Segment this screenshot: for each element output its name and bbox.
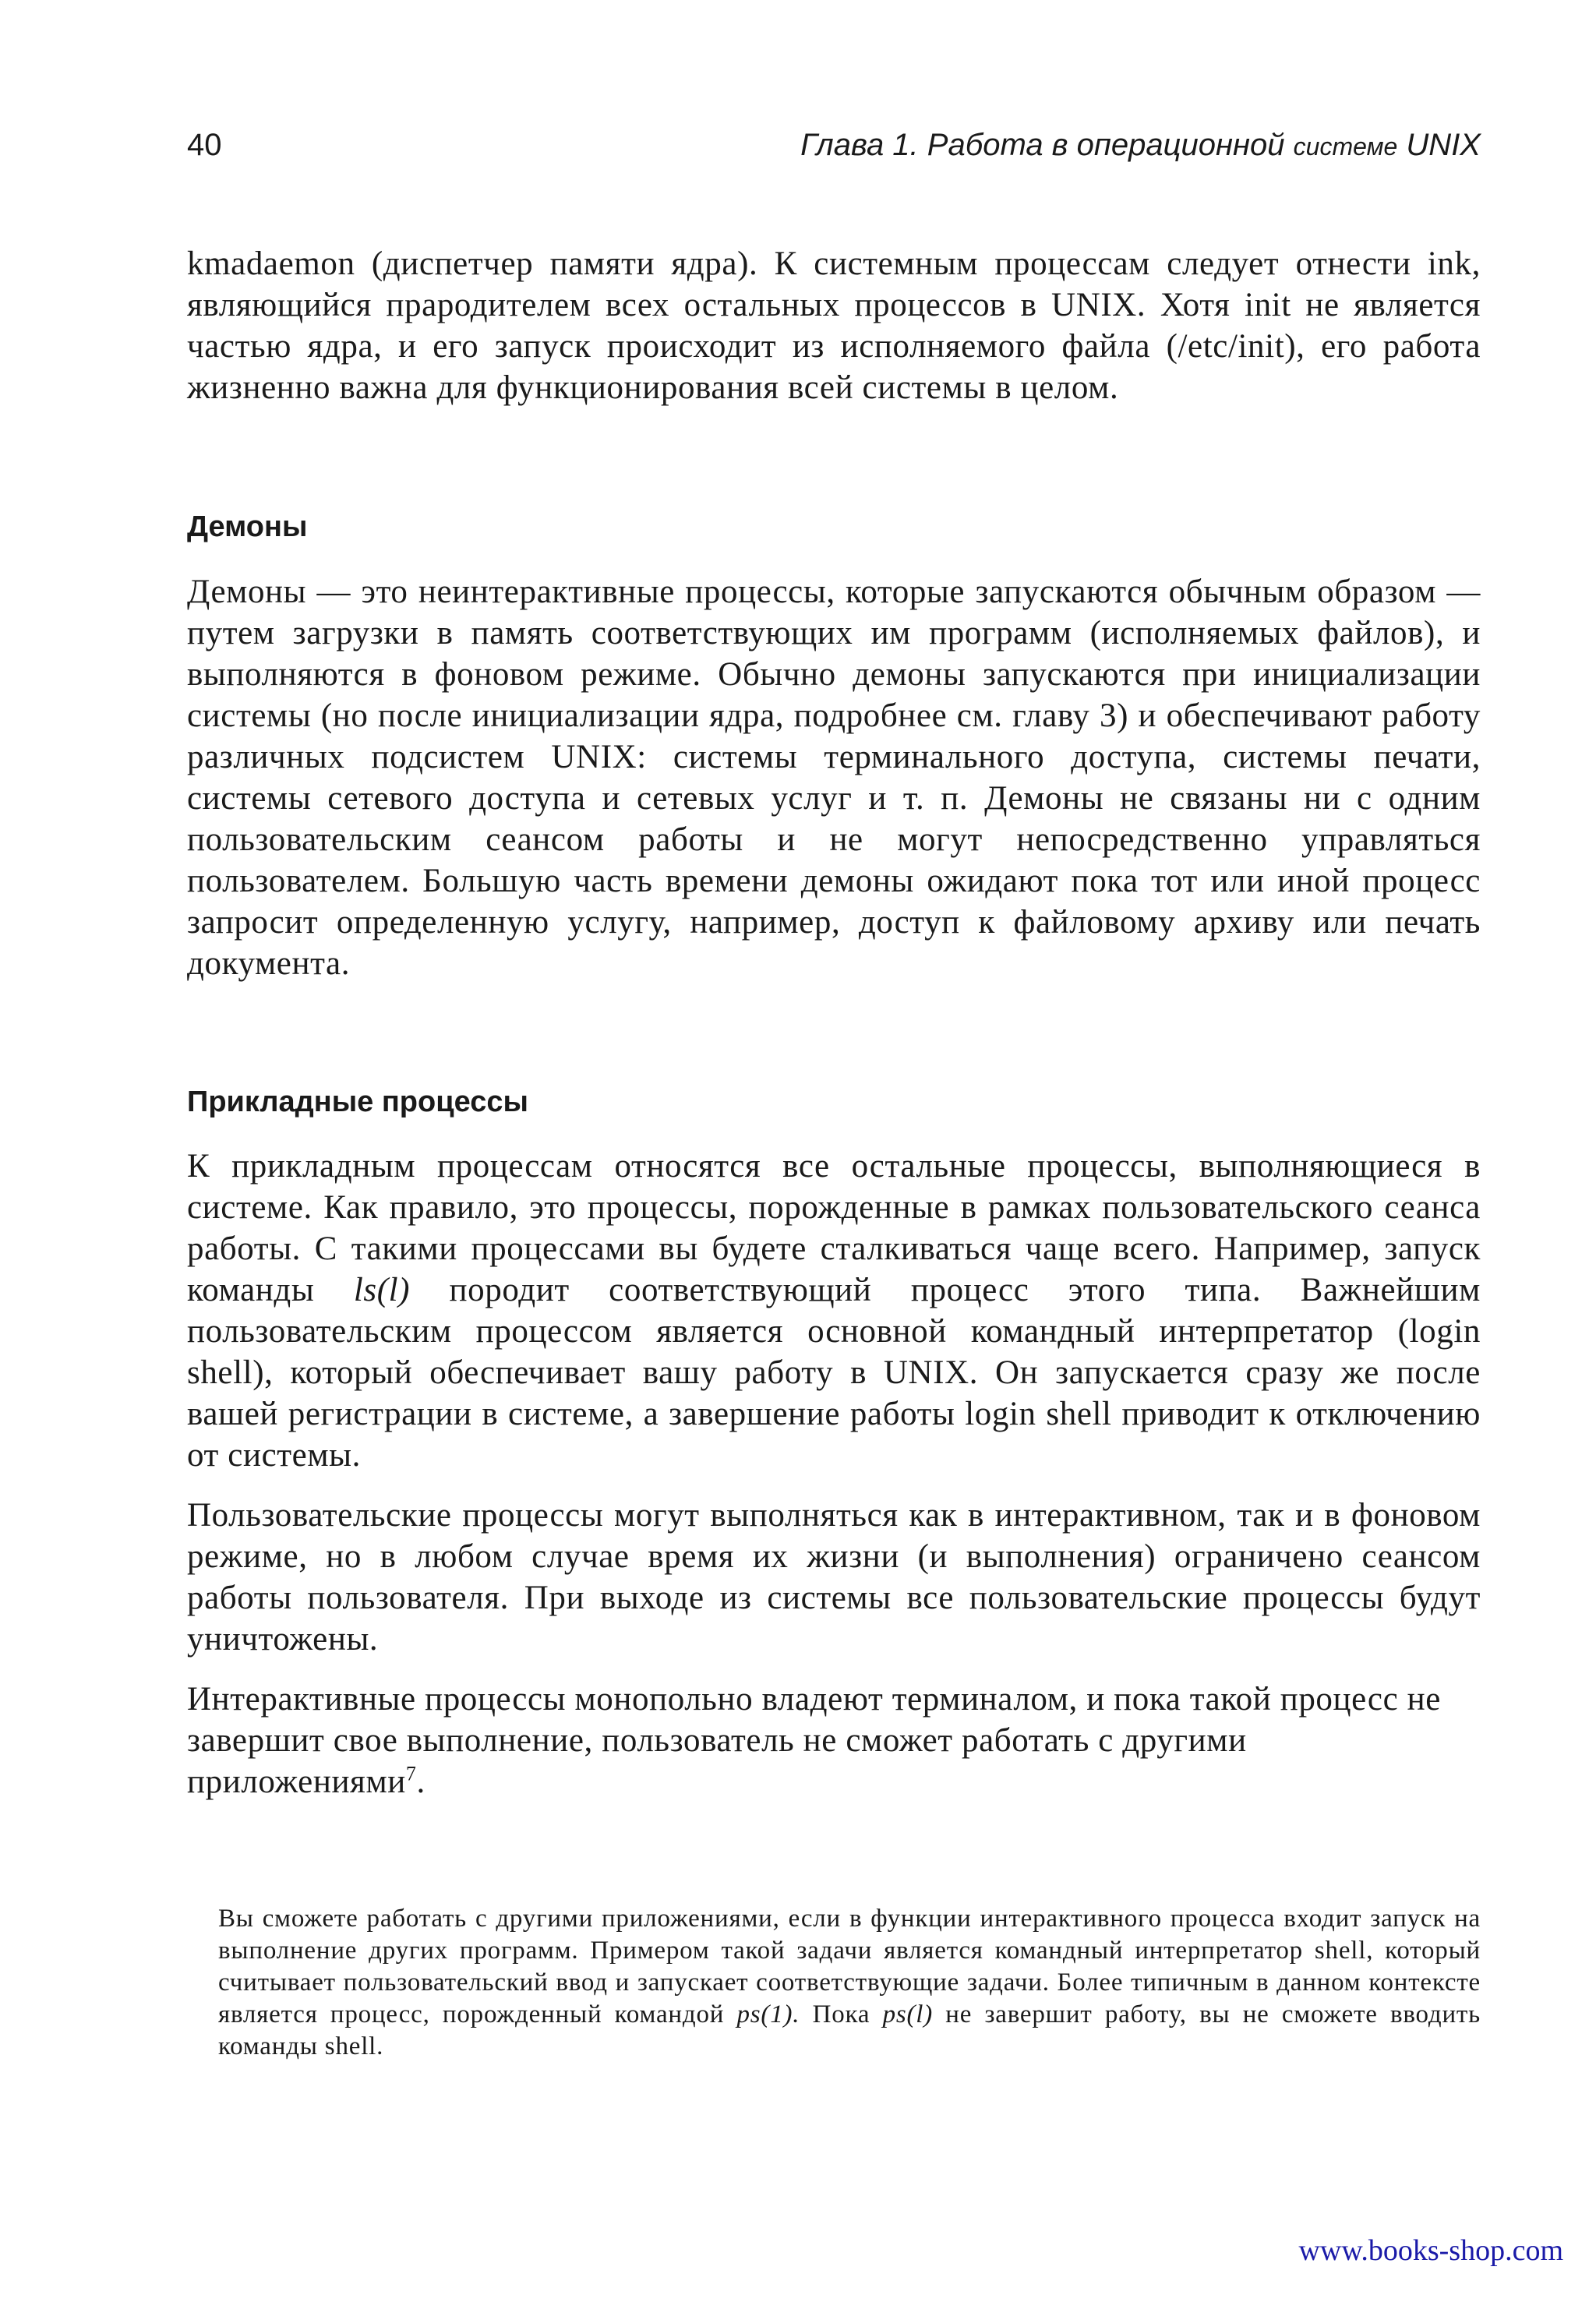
footnote-before: Вы сможете работать с другими приложениями, если в функции интерактивного процесса входит запуск на выполнение других программ. Примером такой задачи является командный интерпретатор shell, который считывает пользовательский ввод и запускает соответствующие задачи. Более типичным в данном контексте является процесс, порожденный командой (218, 1905, 1481, 2028)
page-number: 40 (187, 128, 222, 162)
footnote-ps-command-2: ps(l) (882, 2000, 934, 2028)
running-head (800, 128, 1481, 163)
ls-command: ls(l) (353, 1272, 411, 1308)
running-head-small: системе (1293, 132, 1398, 161)
daemons-heading: Демоны (187, 510, 308, 543)
footnote-middle: Пока (800, 2000, 883, 2028)
applied-heading: Прикладные процессы (187, 1086, 528, 1118)
applied-p1-after: породит соответствующий процесс этого типа. Важнейшим пользовательским процессом является основной командный интерпретатор (login shell), который обеспечивает вашу работу в UNIX. Он запускается сразу же после вашей регистрации в системе, а завершение работы login shell приводит к отключению от системы. (187, 1272, 1481, 1474)
footnote-ps-command-1: ps(1). (736, 2000, 800, 2028)
applied-p1-before: К прикладным процессам относятся все остальные процессы, выполняющиеся в системе. Как правило, это процессы, порожденные в рамках пользовательского сеанса работы. С такими процессами вы будете сталкиваться чаще всего. Например, запуск команды (187, 1148, 1481, 1308)
footnote-after: не завершит работу, вы не сможете вводить команды shell. (218, 2000, 1481, 2060)
daemons-paragraph: Демоны — это неинтерактивные процессы, которые запускаются обычным образом — путем загрузки в память соответствующих им программ (исполняемых файлов), и выполняются в фоновом режиме. Обычно демоны запускаются при инициализации системы (но после инициализации ядра, подробнее см. главу 3) и обеспечивают работу различных подсистем UNIX: системы терминального доступа, системы печати, системы сетевого доступа и сетевых услуг и т. п. Демоны не связаны ни с одним пользовательским сеансом работы и не могут непосредственно управляться пользователем. Большую часть времени демоны ожидают пока тот или иной процесс запросит определенную услугу, например, доступ к файловому архиву или печать документа. (187, 574, 1481, 982)
footnote-mark: 7 (405, 1762, 417, 1785)
applied-paragraph-3 (187, 1679, 1481, 1802)
running-head-prefix: Глава 1. Работа в операционной (800, 128, 1285, 162)
footnote-text (218, 1903, 1481, 2063)
books-shop-link[interactable]: www.books-shop.com (1298, 2234, 1563, 2267)
applied-p3-end: . (416, 1764, 425, 1800)
running-head-suffix: UNIX (1406, 128, 1481, 162)
intro-paragraph: kmadaemon (диспетчер памяти ядра). К системным процессам следует отнести ink, являющийся прародителем всех остальных процессов в UNIX. Хотя init не является частью ядра, и его запуск происходит из исполняемого файла (/etc/init), его работа жизненно важна для функционирования всей системы в целом. (187, 245, 1481, 406)
applied-paragraph-2: Пользовательские процессы могут выполняться как в интерактивном, так и в фоновом режиме, но в любом случае время их жизни (и выполнения) ограничено сеансом работы пользователя. При выходе из системы все пользовательские процессы будут уничтожены. (187, 1497, 1481, 1658)
page-header (187, 128, 1481, 175)
applied-paragraph-1 (187, 1146, 1481, 1476)
applied-p3-text: Интерактивные процессы монопольно владеют терминалом, и пока такой процесс не завершит свое выполнение, пользователь не сможет работать с другими приложениями (187, 1681, 1441, 1800)
